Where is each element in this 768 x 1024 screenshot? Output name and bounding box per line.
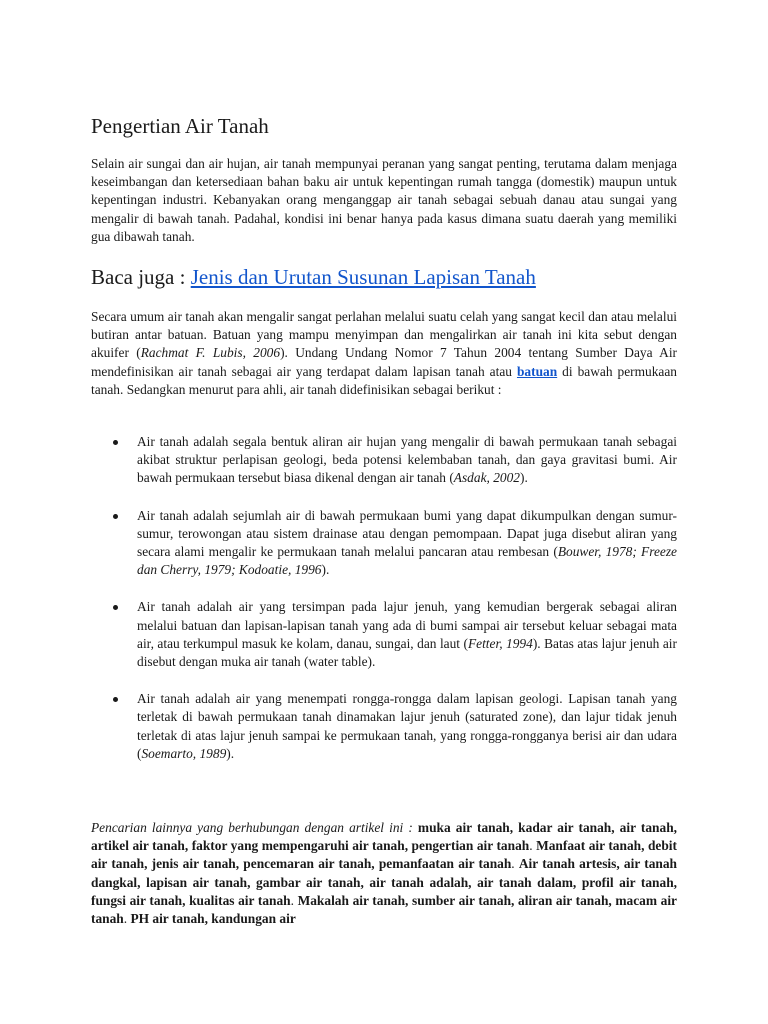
definitions-list <box>91 433 677 782</box>
definition-text: Air tanah adalah air yang menempati rongga-rongga dalam lapisan geologi. Lapisan tanah yang terletak di bawah permukaan tanah dinamakan lajur jenuh (saturated zone), dan lajur tidak jenuh terletak di atas lajur jenuh sampai ke permukaan tanah, yang rongga-rongganya berisi air dan udara ( <box>137 691 677 761</box>
definition-after: ). <box>519 470 528 486</box>
list-item <box>91 433 677 488</box>
definition-after: ). <box>321 562 330 578</box>
related-separator: . <box>511 856 519 872</box>
bullet-icon <box>113 697 118 702</box>
batuan-link[interactable]: batuan <box>516 363 558 379</box>
list-item <box>91 690 677 763</box>
citation-lubis: Rachmat F. Lubis, 2006 <box>140 345 281 361</box>
paragraph2-part3: di bawah permukaan tanah. Sedangkan menurut para ahli, air tanah didefinisikan sebagai berikut : <box>91 363 677 397</box>
paragraph2-part1: Secara umum air tanah akan mengalir sangat perlahan melalui suatu celah yang sangat kecil dan atau melalui butiran antar batuan. Batuan yang mampu menyimpan dan mengalirkan air tanah ini kita sebut dengan akuifer ( <box>91 309 677 361</box>
list-item <box>91 598 677 671</box>
definition-text: Air tanah adalah segala bentuk aliran air hujan yang mengalir di bawah permukaan tanah sebagai akibat struktur perlapisan geologi, beda potensi kelembaban tanah, dan gaya gravitasi bumi. Air bawah permukaan tersebut biasa dikenal dengan air tanah ( <box>137 434 677 486</box>
baca-juga-link[interactable]: Jenis dan Urutan Susunan Lapisan Tanah <box>190 265 536 289</box>
related-separator: . <box>290 892 298 908</box>
definition-text: Air tanah adalah sejumlah air di bawah permukaan bumi yang dapat dikumpulkan dengan sumur-sumur, terowongan atau sistem drainase atau dengan pemompaan. Dapat juga disebut aliran yang secara alami mengalir ke permukaan tanah melalui pancaran atau rembesan ( <box>137 507 677 560</box>
related-lead: Pencarian lainnya yang berhubungan dengan artikel ini : <box>91 820 418 835</box>
baca-juga-prefix: Baca juga : <box>91 265 191 289</box>
definition-after: ). Batas atas lajur jenuh air disebut dengan muka air tanah (water table). <box>137 635 677 670</box>
related-keywords: Air tanah artesis, air tanah dangkal, lapisan air tanah, gambar air tanah, air tanah adalah, air tanah dalam, profil air tanah, fungsi air tanah, kualitas air tanah <box>91 856 677 908</box>
bullet-icon <box>113 605 118 610</box>
intro-paragraph: Selain air sungai dan air hujan, air tanah mempunyai peranan yang sangat penting, terutama dalam menjaga keseimbangan dan ketersediaan bahan baku air untuk kepentingan rumah tangga (domestik) maupun untuk kepentingan industri. Kebanyakan orang menganggap air tanah sebagai sebuah danau atau sungai yang mengalir di bawah tanah. Padahal, kondisi ini benar hanya pada kasus dimana suatu daerah yang memiliki gua dibawah tanah. <box>91 156 677 244</box>
related-keywords: Makalah air tanah, sumber air tanah, aliran air tanah, macam air tanah <box>91 892 677 927</box>
definition-after: ). <box>226 745 235 761</box>
related-keywords: Manfaat air tanah, debit air tanah, jenis air tanah, pencemaran air tanah, pemanfaatan air tanah <box>91 838 677 872</box>
list-item <box>91 507 677 580</box>
related-separator: . <box>529 838 537 854</box>
definition-intro-paragraph <box>91 308 677 399</box>
definition-citation: Fetter, 1994 <box>467 635 533 651</box>
definition-text: Air tanah adalah air yang tersimpan pada lajur jenuh, yang kemudian bergerak sebagai aliran melalui batuan dan lapisan-lapisan tanah yang ada di bumi sampai air tersebut keluar sebagai mata air, atau terkumpul masuk ke kolam, danau, sungai, dan laut ( <box>137 599 677 651</box>
bullet-icon <box>113 514 118 519</box>
related-separator: . <box>123 911 131 927</box>
baca-juga-heading <box>91 263 536 291</box>
page-title: Pengertian Air Tanah <box>91 114 269 138</box>
related-searches-paragraph <box>91 819 677 928</box>
definition-citation: Bouwer, 1978; Freeze dan Cherry, 1979; Kodoatie, 1996 <box>137 544 677 578</box>
paragraph2-part2: ). Undang Undang Nomor 7 Tahun 2004 tentang Sumber Daya Air mendefinisikan air tanah sebagai air yang terdapat dalam lapisan tanah atau <box>91 345 678 379</box>
definition-citation: Asdak, 2002 <box>453 470 520 486</box>
bullet-icon <box>113 440 118 445</box>
definition-citation: Soemarto, 1989 <box>141 745 227 761</box>
related-keywords: muka air tanah, kadar air tanah, air tanah, artikel air tanah, faktor yang mempengaruhi air tanah, pengertian air tanah <box>91 820 677 854</box>
related-keywords: PH air tanah, kandungan air <box>130 911 296 927</box>
